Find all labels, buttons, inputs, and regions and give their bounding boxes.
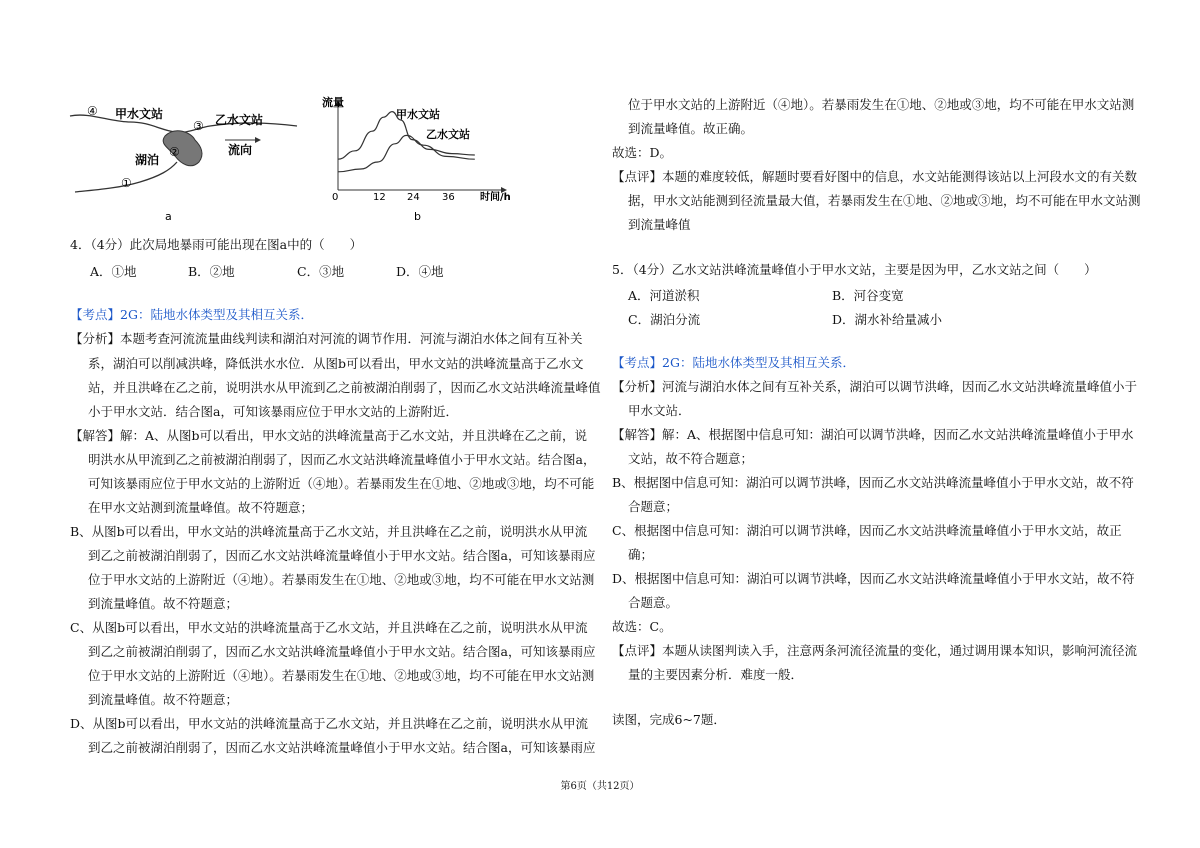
q4-dianping-2: 据，甲水文站能测到径流量最大值，若暴雨发生在①地、②地或③地，均不可能在甲水文站测 (628, 193, 1141, 208)
legend-yi: 乙水文站 (426, 128, 470, 141)
q4-d-2: 到乙之前被湖泊削弱了，因而乙水文站洪峰流量峰值小于甲水文站。结合图a，可知该暴雨应 (88, 740, 596, 755)
q4-jieda-2: 明洪水从甲流到乙之前被湖泊削弱了，因而乙水文站洪峰流量峰值小于甲水文站。结合图a， (88, 452, 596, 467)
x-axis-label: 时间/h (480, 192, 511, 203)
label-flow-dir: 流向 (228, 143, 253, 157)
q4-c-3: 位于甲水文站的上游附近（④地）。若暴雨发生在①地、②地或③地，均不可能在甲水文站测 (88, 668, 595, 683)
q4-option-a: A．①地 (90, 264, 137, 279)
tick-0: 0 (332, 192, 339, 203)
q5-jieda-2: 文站，故不符合题意； (628, 451, 754, 466)
figure-a-label: a (165, 210, 172, 223)
q5-option-b: B．河谷变宽 (832, 288, 904, 303)
q4-d-3: 位于甲水文站的上游附近（④地）。若暴雨发生在①地、②地或③地，均不可能在甲水文站测 (628, 97, 1135, 112)
q4-jieda-4: 在甲水文站测到流量峰值。故不符题意； (88, 500, 314, 515)
q4-fenxi-2: 系，湖泊可以削减洪峰，降低洪水水位．从图b可以看出，甲水文站的洪峰流量高于乙水文 (88, 356, 584, 371)
q4-stem: 4．（4分）此次局地暴雨可能出现在图a中的（ ） (70, 237, 363, 252)
q4-c-1: C、从图b可以看出，甲水文站的洪峰流量高于乙水文站，并且洪峰在乙之前，说明洪水从甲流 (70, 620, 588, 635)
q4-jieda-3: 可知该暴雨应位于甲水文站的上游附近（④地）。若暴雨发生在①地、②地或③地，均不可能 (88, 476, 595, 491)
label-n2: ② (169, 145, 180, 159)
tick-12: 12 (373, 192, 386, 203)
q5-d-1: D、根据图中信息可知：湖泊可以调节洪峰，因而乙水文站洪峰流量峰值小于甲水文站，故不符 (612, 571, 1135, 586)
legend-jia: 甲水文站 (396, 108, 440, 121)
label-station-jia: 甲水文站 (115, 107, 164, 121)
q4-dianping-1: 【点评】本题的难度较低，解题时要看好图中的信息，水文站能测得该站以上河段水文的有关数 (612, 169, 1138, 184)
q4-b-2: 到乙之前被湖泊削弱了，因而乙水文站洪峰流量峰值小于甲水文站。结合图a，可知该暴雨应 (88, 548, 596, 563)
q5-option-a: A．河道淤积 (628, 288, 700, 303)
q5-d-2: 合题意。 (628, 595, 679, 610)
figure-b-chart (318, 92, 518, 227)
q5-b-2: 合题意； (628, 499, 679, 514)
q4-dianping-3: 到流量峰值 (628, 217, 691, 232)
q4-option-c: C．③地 (297, 264, 345, 279)
q5-kaodian: 【考点】2G：陆地水体类型及其相互关系． (612, 355, 855, 370)
q4-c-2: 到乙之前被湖泊削弱了，因而乙水文站洪峰流量峰值小于甲水文站。结合图a，可知该暴雨应 (88, 644, 596, 659)
q4-jieda-1: 【解答】解：A、从图b可以看出，甲水文站的洪峰流量高于乙水文站，并且洪峰在乙之前，说 (70, 428, 588, 443)
label-n1: ① (121, 176, 132, 190)
flow-arrowhead (255, 137, 261, 143)
q4-fenxi-3: 站，并且洪峰在乙之前，说明洪水从甲流到乙之前被湖泊削弱了，因而乙水文站洪峰流量峰值 (88, 380, 601, 395)
q6-7-intro: 读图，完成6~7题． (612, 712, 726, 727)
q5-dianping-2: 量的主要因素分析．难度一般． (628, 667, 804, 682)
label-lake: 湖泊 (135, 153, 160, 167)
q4-fenxi-4: 小于甲水文站．结合图a，可知该暴雨应位于甲水文站的上游附近． (88, 404, 458, 419)
tick-36: 36 (442, 192, 455, 203)
tick-24: 24 (407, 192, 420, 203)
q4-c-4: 到流量峰值。故不符题意； (88, 692, 239, 707)
q4-b-3: 位于甲水文站的上游附近（④地）。若暴雨发生在①地、②地或③地，均不可能在甲水文站测 (88, 572, 595, 587)
q5-option-d: D．湖水补给量减小 (832, 312, 943, 327)
q5-fenxi-2: 甲水文站． (628, 403, 691, 418)
figure-b-label: b (414, 210, 421, 223)
page-footer: 第6页（共12页） (560, 781, 640, 792)
q4-fenxi-1: 【分析】本题考查河流流量曲线判读和湖泊对河流的调节作用．河流与湖泊水体之间有互补关 (70, 331, 583, 346)
label-n3: ③ (193, 119, 204, 133)
q5-c-1: C、根据图中信息可知：湖泊可以调节洪峰，因而乙水文站洪峰流量峰值小于甲水文站，故正 (612, 523, 1122, 538)
q5-option-c: C．湖泊分流 (628, 312, 701, 327)
q5-stem: 5．（4分）乙水文站洪峰流量峰值小于甲水文站，主要是因为甲，乙水文站之间（ ） (612, 262, 1097, 277)
q4-kaodian: 【考点】2G：陆地水体类型及其相互关系． (70, 307, 313, 322)
y-axis-label: 流量 (322, 96, 344, 109)
q4-option-b: B．②地 (188, 264, 235, 279)
q4-b-1: B、从图b可以看出，甲水文站的洪峰流量高于乙水文站，并且洪峰在乙之前，说明洪水从甲流 (70, 524, 588, 539)
q4-d-1: D、从图b可以看出，甲水文站的洪峰流量高于乙水文站，并且洪峰在乙之前，说明洪水从甲流 (70, 716, 589, 731)
label-station-yi: 乙水文站 (215, 113, 264, 127)
q4-d-4: 到流量峰值。故正确。 (628, 121, 754, 136)
figure-a-map (65, 92, 315, 227)
q4-option-d: D．④地 (396, 264, 444, 279)
q5-b-1: B、根据图中信息可知：湖泊可以调节洪峰，因而乙水文站洪峰流量峰值小于甲水文站，故不符 (612, 475, 1134, 490)
q4-answer: 故选：D。 (612, 145, 673, 160)
q5-answer: 故选：C。 (612, 619, 672, 634)
q5-dianping-1: 【点评】本题从读图判读入手，注意两条河流径流量的变化，通过调用课本知识，影响河流径流 (612, 643, 1138, 658)
q5-jieda-1: 【解答】解：A、根据图中信息可知：湖泊可以调节洪峰，因而乙水文站洪峰流量峰值小于甲水 (612, 427, 1134, 442)
q4-b-4: 到流量峰值。故不符题意； (88, 596, 239, 611)
q5-c-2: 确； (628, 547, 654, 562)
label-n4: ④ (87, 104, 98, 118)
q5-fenxi-1: 【分析】河流与湖泊水体之间有互补关系，湖泊可以调节洪峰，因而乙水文站洪峰流量峰值小于 (612, 379, 1138, 394)
